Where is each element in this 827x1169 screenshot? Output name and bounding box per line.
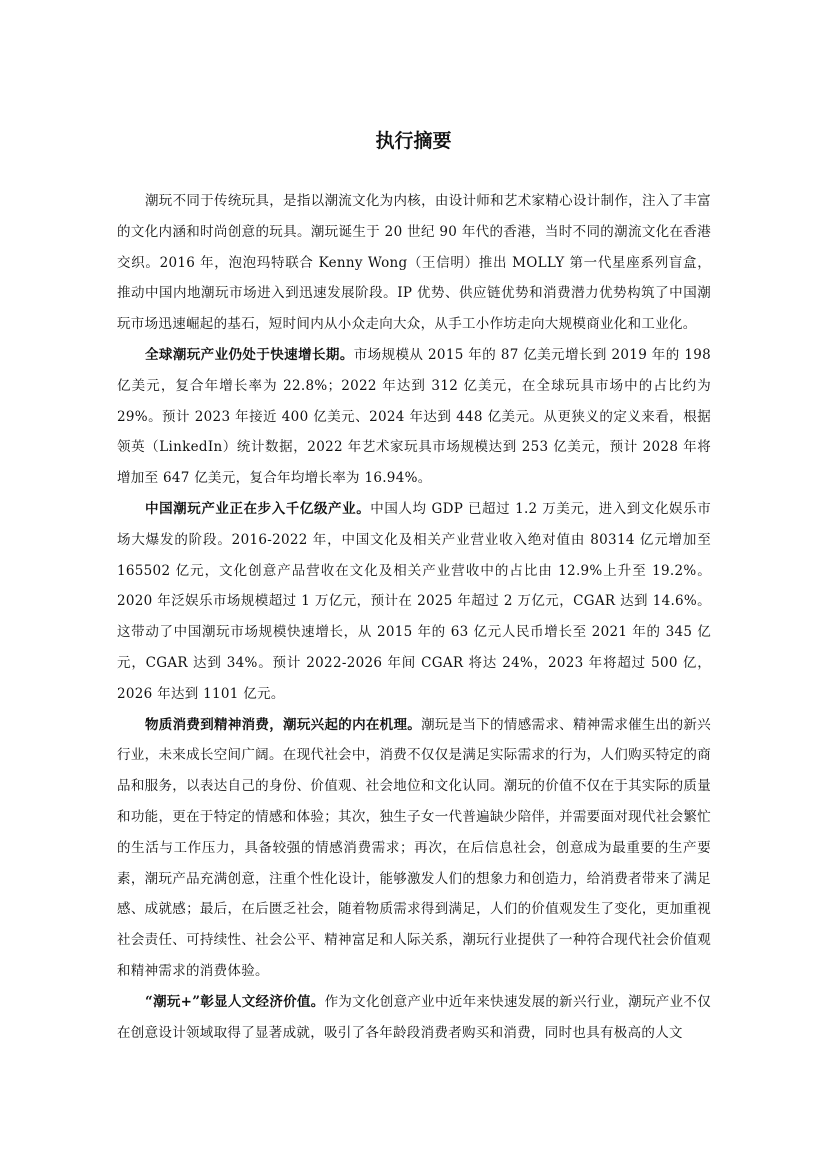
- paragraph-mechanism: [117, 710, 711, 987]
- paragraph-global-market: [117, 340, 711, 494]
- page-title: 执行摘要: [375, 130, 452, 152]
- document-body: [117, 186, 711, 1048]
- paragraph-humanities-value: [117, 987, 711, 1049]
- paragraph-text: 市场规模从 2015 年的 87 亿美元增长到 2019 年的 198 亿美元，复合年增长率为 22.8%；2022 年达到 312 亿美元，在全球玩具市场中的占比约为 29%。预计 2023 年接近 400 亿美元、2024 年达到 448 亿美元。从更狭义的定义来看，根据领英（LinkedIn）统计数据，2022 年艺术家玩具市场规模达到 253 亿美元，预计 2028 年将增加至 647 亿美元，复合年均增长率为 16.94%。: [117, 346, 712, 487]
- paragraph-intro: [117, 186, 711, 340]
- paragraph-text: 中国人均 GDP 已超过 1.2 万美元，进入到文化娱乐市场大爆发的阶段。2016-2022 年，中国文化及相关产业营业收入绝对值由 80314 亿元增加至 165502 亿元，文化创意产品营收在文化及相关产业营收中的占比由 12.9%上升至 19.2%。2020 年泛娱乐市场规模超过 1 万亿元，预计在 2025 年超过 2 万亿元，CGAR 达到 14.6%。这带动了中国潮玩市场规模快速增长，从 2015 年的 63 亿元人民币增长至 2021 年的 345 亿元，CGAR 达到 34%。预计 2022-2026 年间 CGAR 将达 24%，2023 年将超过 500 亿，2026 年达到 1101 亿元。: [117, 500, 711, 702]
- paragraph-china-market: [117, 494, 711, 710]
- paragraph-lead: 物质消费到精神消费，潮玩兴起的内在机理。: [145, 716, 422, 733]
- paragraph-lead: 全球潮玩产业仍处于快速增长期。: [145, 346, 354, 363]
- paragraph-lead: “潮玩+”彰显人文经济价值。: [145, 993, 325, 1010]
- paragraph-text: 潮玩是当下的情感需求、精神需求催生出的新兴行业，未来成长空间广阔。在现代社会中，消费不仅仅是满足实际需求的行为，人们购买特定的商品和服务，以表达自己的身份、价值观、社会地位和文化认同。潮玩的价值不仅在于其实际的质量和功能，更在于特定的情感和体验；其次，独生子女一代普遍缺少陪伴，并需要面对现代社会繁忙的生活与工作压力，具备较强的情感消费需求；再次，在后信息社会，创意成为最重要的生产要素，潮玩产品充满创意，注重个性化设计，能够激发人们的想象力和创造力，给消费者带来了满足感、成就感；最后，在后匮乏社会，随着物质需求得到满足，人们的价值观发生了变化，更加重视社会责任、可持续性、社会公平、精神富足和人际关系，潮玩行业提供了一种符合现代社会价值观和精神需求的消费体验。: [117, 716, 711, 979]
- paragraph-lead: 中国潮玩产业正在步入千亿级产业。: [145, 500, 371, 517]
- paragraph-text: 潮玩不同于传统玩具，是指以潮流文化为内核，由设计师和艺术家精心设计制作，注入了丰富的文化内涵和时尚创意的玩具。潮玩诞生于 20 世纪 90 年代的香港，当时不同的潮流文化在香港交织。2016 年，泡泡玛特联合 Kenny Wong（王信明）推出 MOLLY 第一代星座系列盲盒，推动中国内地潮玩市场进入到迅速发展阶段。IP 优势、供应链优势和消费潜力优势构筑了中国潮玩市场迅速崛起的基石，短时间内从小众走向大众，从手工小作坊走向大规模商业化和工业化。: [117, 193, 711, 333]
- paragraph-text: 作为文化创意产业中近年来快速发展的新兴行业，潮玩产业不仅在创意设计领域取得了显著成就，吸引了各年龄段消费者购买和消费，同时也具有极高的人文: [117, 993, 711, 1041]
